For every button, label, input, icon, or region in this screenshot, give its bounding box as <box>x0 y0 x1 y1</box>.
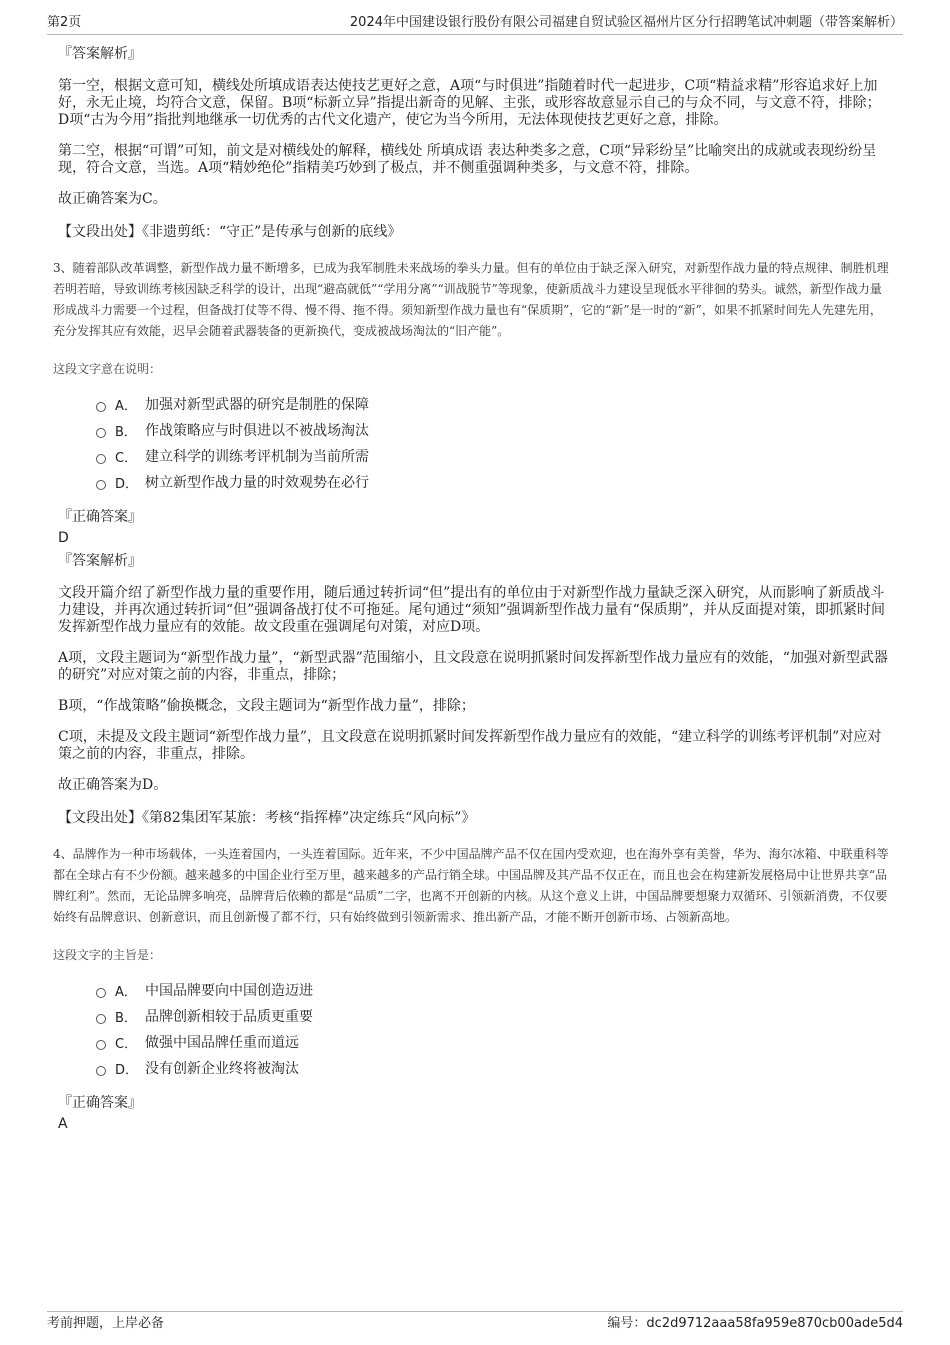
q3-source: 【文段出处】《第82集团军某旅：考核“指挥棒”决定练兵“风向标”》 <box>58 810 476 826</box>
q3-prompt: 这段文字意在说明： <box>53 362 162 376</box>
document-title: 2024年中国建设银行股份有限公司福建自贸试验区福州片区分行招聘笔试冲刺题（带答案解析） <box>349 15 903 30</box>
q3-option-d[interactable] <box>96 469 890 495</box>
option-text: 没有创新企业终将被淘汰 <box>145 1061 299 1077</box>
q3-answer-label: 『正确答案』 <box>58 509 142 525</box>
q3-analysis-para-2: A项，文段主题词为“新型作战力量”，“新型武器”范围缩小，且文段意在说明抓紧时间发挥新型作战力量应有的效能，“加强对新型武器的研究”对应对策之前的内容，非重点，排除； <box>58 650 888 683</box>
q4-option-c[interactable] <box>96 1029 890 1055</box>
option-text: 品牌创新相较于品质更重要 <box>145 1009 313 1025</box>
q4-option-b[interactable] <box>96 1003 890 1029</box>
option-letter: A． <box>115 398 137 414</box>
option-text: 加强对新型武器的研究是制胜的保障 <box>145 397 369 413</box>
option-letter: C． <box>115 1036 138 1052</box>
q4-question-text: 4、品牌作为一种市场载体，一头连着国内，一头连着国际。近年来，不少中国品牌产品不仅在国内受欢迎，也在海外享有美誉，华为、海尔冰箱、中联重科等都在全球占有不少份额。越来越多的中国企业行至万里，越来越多的产品行销全球。中国品牌及其产品不仅正在，而且也会在构建新发展格局中让世界共享“品牌红利”。然而，无论品牌多响亮，品牌背后依赖的都是“品质”二字，也离不开创新的内核。从这个意义上讲，中国品牌要想聚力双循环、引领新消费，不仅要始终有品牌意识、创新意识，而且创新慢了都不行，只有始终做到引领新需求、推出新产品，才能不断开创新市场、占领新高地。 <box>53 847 889 924</box>
radio-icon[interactable] <box>96 1040 106 1050</box>
option-letter: B． <box>115 424 137 440</box>
option-letter: A． <box>115 984 137 1000</box>
radio-icon[interactable] <box>96 402 106 412</box>
q3-option-c[interactable] <box>96 443 890 469</box>
option-letter: D． <box>115 476 139 492</box>
q3-option-a[interactable] <box>96 391 890 417</box>
radio-icon[interactable] <box>96 1014 106 1024</box>
radio-icon[interactable] <box>96 1066 106 1076</box>
page-number: 第2页 <box>47 15 82 30</box>
q3-analysis-para-5: 故正确答案为D。 <box>58 777 168 793</box>
radio-icon[interactable] <box>96 454 106 464</box>
page-footer <box>47 1311 903 1334</box>
q2-analysis-para-2: 第二空，根据“可谓”可知，前文是对横线处的解释，横线处 所填成语 表达种类多之意，C项“异彩纷呈”比喻突出的成就或表现纷纷呈现，符合文意，当选。A项“精妙绝伦”指精美巧妙到了极点，并不侧重强调种类多，与文意不符，排除。 <box>58 143 877 176</box>
q2-analysis-label: 『答案解析』 <box>58 46 142 62</box>
q4-option-d[interactable] <box>96 1055 890 1081</box>
option-text: 建立科学的训练考评机制为当前所需 <box>145 449 369 465</box>
q2-source: 【文段出处】《非遗剪纸：“守正”是传承与创新的底线》 <box>58 224 402 240</box>
radio-icon[interactable] <box>96 988 106 998</box>
option-letter: B． <box>115 1010 137 1026</box>
q3-analysis-para-3: B项，“作战策略”偷换概念，文段主题词为“新型作战力量”，排除； <box>58 698 475 714</box>
option-text: 作战策略应与时俱进以不被战场淘汰 <box>145 423 369 439</box>
q3-options <box>96 391 890 495</box>
page-header <box>47 14 903 35</box>
page-content <box>53 44 890 1137</box>
q4-answer: A <box>58 1116 68 1132</box>
q2-analysis-para-3: 故正确答案为C。 <box>58 191 167 207</box>
q4-prompt: 这段文字的主旨是： <box>53 948 162 962</box>
option-letter: C． <box>115 450 138 466</box>
q3-analysis-para-1: 文段开篇介绍了新型作战力量的重要作用，随后通过转折词“但”提出有的单位由于对新型作战力量缺乏深入研究，从而影响了新质战斗力建设，并再次通过转折词“但”强调备战打仗不可拖延。尾句通过“须知”强调新型作战力量有“保质期”，并从反面提对策，即抓紧时间发挥新型作战力量应有的效能。故文段重在强调尾句对策，对应D项。 <box>58 585 885 635</box>
q2-analysis-para-1: 第一空，根据文意可知，横线处所填成语表达使技艺更好之意，A项“与时俱进”指随着时代一起进步，C项“精益求精”形容追求好上加好，永无止境，均符合文意，保留。B项“标新立异”指提出新奇的见解、主张，或形容故意显示自己的与众不同，与文意不符，排除；D项“古为今用”指批判地继承一切优秀的古代文化遗产，使它为当今所用，无法体现使技艺更好之意，排除。 <box>58 78 881 128</box>
document-id: 编号：dc2d9712aaa58fa959e870cb00ade5d4 <box>607 1316 903 1331</box>
radio-icon[interactable] <box>96 428 106 438</box>
q3-answer: D <box>58 530 69 546</box>
q4-option-a[interactable] <box>96 977 890 1003</box>
option-text: 树立新型作战力量的时效观势在必行 <box>145 475 369 491</box>
option-letter: D． <box>115 1062 139 1078</box>
q3-analysis-label: 『答案解析』 <box>58 553 142 569</box>
q4-options <box>96 977 890 1081</box>
option-text: 做强中国品牌任重而道远 <box>145 1035 299 1051</box>
footer-slogan: 考前押题，上岸必备 <box>47 1316 165 1331</box>
q3-question-text: 3、随着部队改革调整，新型作战力量不断增多，已成为我军制胜未来战场的拳头力量。但有的单位由于缺乏深入研究，对新型作战力量的特点规律、制胜机理若明若暗，导致训练考核因缺乏科学的设计，出现“避高就低”“学用分离”“训战脱节”等现象，使新质战斗力建设呈现低水平徘徊的势头。诚然，新型作战力量形成战斗力需要一个过程，但备战打仗等不得、慢不得、拖不得。须知新型作战力量也有“保质期”，它的“新”是一时的“新”，如果不抓紧时间先人先建先用，充分发挥其应有效能，迟早会随着武器装备的更新换代，变成被战场淘汰的“旧产能”。 <box>53 261 889 338</box>
q4-answer-label: 『正确答案』 <box>58 1095 142 1111</box>
q3-option-b[interactable] <box>96 417 890 443</box>
radio-icon[interactable] <box>96 480 106 490</box>
q3-analysis-para-4: C项，未提及文段主题词“新型作战力量”，且文段意在说明抓紧时间发挥新型作战力量应有的效能，“建立科学的训练考评机制”对应对策之前的内容，非重点，排除。 <box>58 729 882 762</box>
option-text: 中国品牌要向中国创造迈进 <box>145 983 313 999</box>
